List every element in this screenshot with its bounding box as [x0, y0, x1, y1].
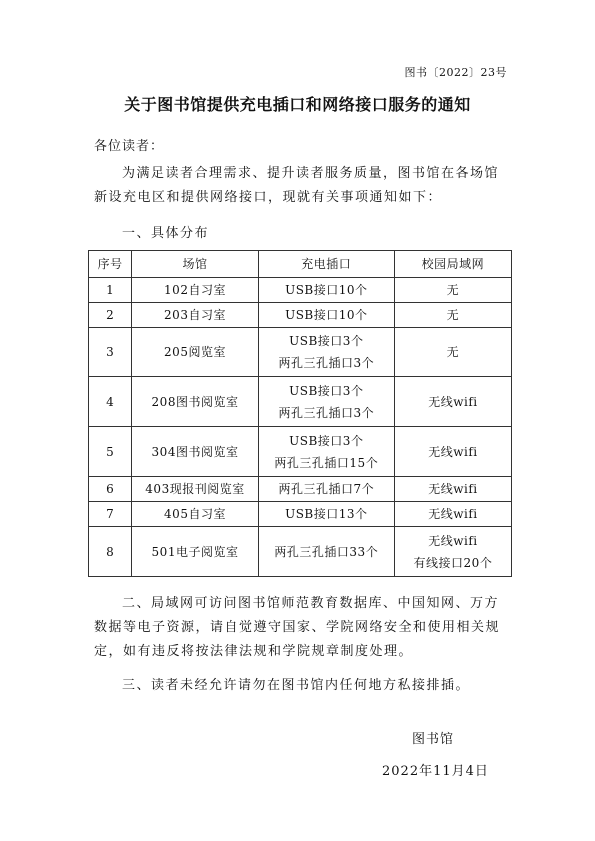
cell-charging	[258, 477, 394, 502]
network-line: 无	[446, 345, 460, 359]
paragraph-2: 二、局域网可访问图书馆师范教育数据库、中国知网、万方数据等电子资源，请自觉遵守国家、学院网络安全和使用相关规定，如有违反将按法律法规和学院规章制度处理。	[94, 596, 501, 659]
cell-charging	[258, 328, 394, 377]
cell-venue: 304图书阅览室	[132, 427, 258, 477]
network-line: 无线wifi	[428, 507, 478, 521]
header-cell-charging: 充电插口	[258, 251, 394, 278]
cell-venue: 403现报刊阅览室	[132, 477, 258, 502]
table-row	[89, 477, 512, 502]
network-line: 有线接口20个	[413, 555, 493, 570]
cell-venue: 102自习室	[132, 278, 258, 303]
charging-line: USB接口3个	[289, 334, 364, 348]
cell-no: 2	[89, 303, 132, 328]
cell-network	[394, 527, 511, 577]
document-number: 图书〔2022〕23号	[404, 66, 507, 79]
network-line: 无线wifi	[428, 394, 478, 409]
cell-no: 1	[89, 278, 132, 303]
cell-no: 6	[89, 477, 132, 502]
cell-no: 4	[89, 377, 132, 427]
table-row	[89, 527, 512, 577]
cell-network	[394, 427, 511, 477]
network-line: 无线wifi	[428, 482, 478, 496]
network-line: 无线wifi	[428, 444, 478, 459]
cell-venue: 203自习室	[132, 303, 258, 328]
distribution-table	[88, 250, 512, 577]
charging-line: 两孔三孔插口33个	[274, 544, 379, 559]
cell-network	[394, 377, 511, 427]
cell-venue: 405自习室	[132, 502, 258, 527]
cell-charging	[258, 502, 394, 527]
cell-network	[394, 502, 511, 527]
cell-venue: 208图书阅览室	[132, 377, 258, 427]
charging-line: USB接口10个	[285, 308, 368, 322]
cell-charging	[258, 377, 394, 427]
charging-line: USB接口10个	[285, 283, 368, 297]
charging-line: 两孔三孔插口3个	[278, 405, 375, 420]
charging-line: USB接口3个	[289, 433, 364, 448]
charging-line: USB接口13个	[285, 507, 368, 521]
cell-charging	[258, 278, 394, 303]
table-header-row	[89, 251, 512, 278]
table-row	[89, 502, 512, 527]
table-row	[89, 377, 512, 427]
charging-line: 两孔三孔插口15个	[274, 455, 379, 470]
table-row	[89, 328, 512, 377]
table-row	[89, 278, 512, 303]
cell-no: 3	[89, 328, 132, 377]
header-cell-network: 校园局域网	[394, 251, 511, 278]
cell-network	[394, 477, 511, 502]
cell-venue: 501电子阅览室	[132, 527, 258, 577]
cell-network	[394, 328, 511, 377]
salutation: 各位读者：	[94, 139, 165, 154]
document-title: 关于图书馆提供充电插口和网络接口服务的通知	[124, 95, 471, 114]
cell-charging	[258, 427, 394, 477]
table-row	[89, 303, 512, 328]
charging-line: 两孔三孔插口3个	[278, 356, 375, 370]
charging-line: USB接口3个	[289, 383, 364, 398]
cell-venue: 205阅览室	[132, 328, 258, 377]
network-line: 无线wifi	[428, 533, 478, 548]
cell-network	[394, 278, 511, 303]
cell-charging	[258, 303, 394, 328]
charging-line: 两孔三孔插口7个	[278, 482, 375, 496]
signature-issuer: 图书馆	[412, 732, 455, 747]
paragraph-3: 三、读者未经允许请勿在图书馆内任何地方私接排插。	[122, 678, 471, 693]
cell-charging	[258, 527, 394, 577]
signature-date: 2022年11月4日	[382, 764, 489, 779]
section-1-heading: 一、具体分布	[122, 226, 210, 241]
cell-no: 8	[89, 527, 132, 577]
network-line: 无	[446, 283, 460, 297]
cell-network	[394, 303, 511, 328]
table-row	[89, 427, 512, 477]
header-cell-venue: 场馆	[132, 251, 258, 278]
cell-no: 7	[89, 502, 132, 527]
header-cell-no: 序号	[89, 251, 132, 278]
network-line: 无	[446, 308, 460, 322]
intro-paragraph: 为满足读者合理需求、提升读者服务质量，图书馆在各场馆新设充电区和提供网络接口，现就有关事项通知如下：	[94, 166, 500, 205]
cell-no: 5	[89, 427, 132, 477]
